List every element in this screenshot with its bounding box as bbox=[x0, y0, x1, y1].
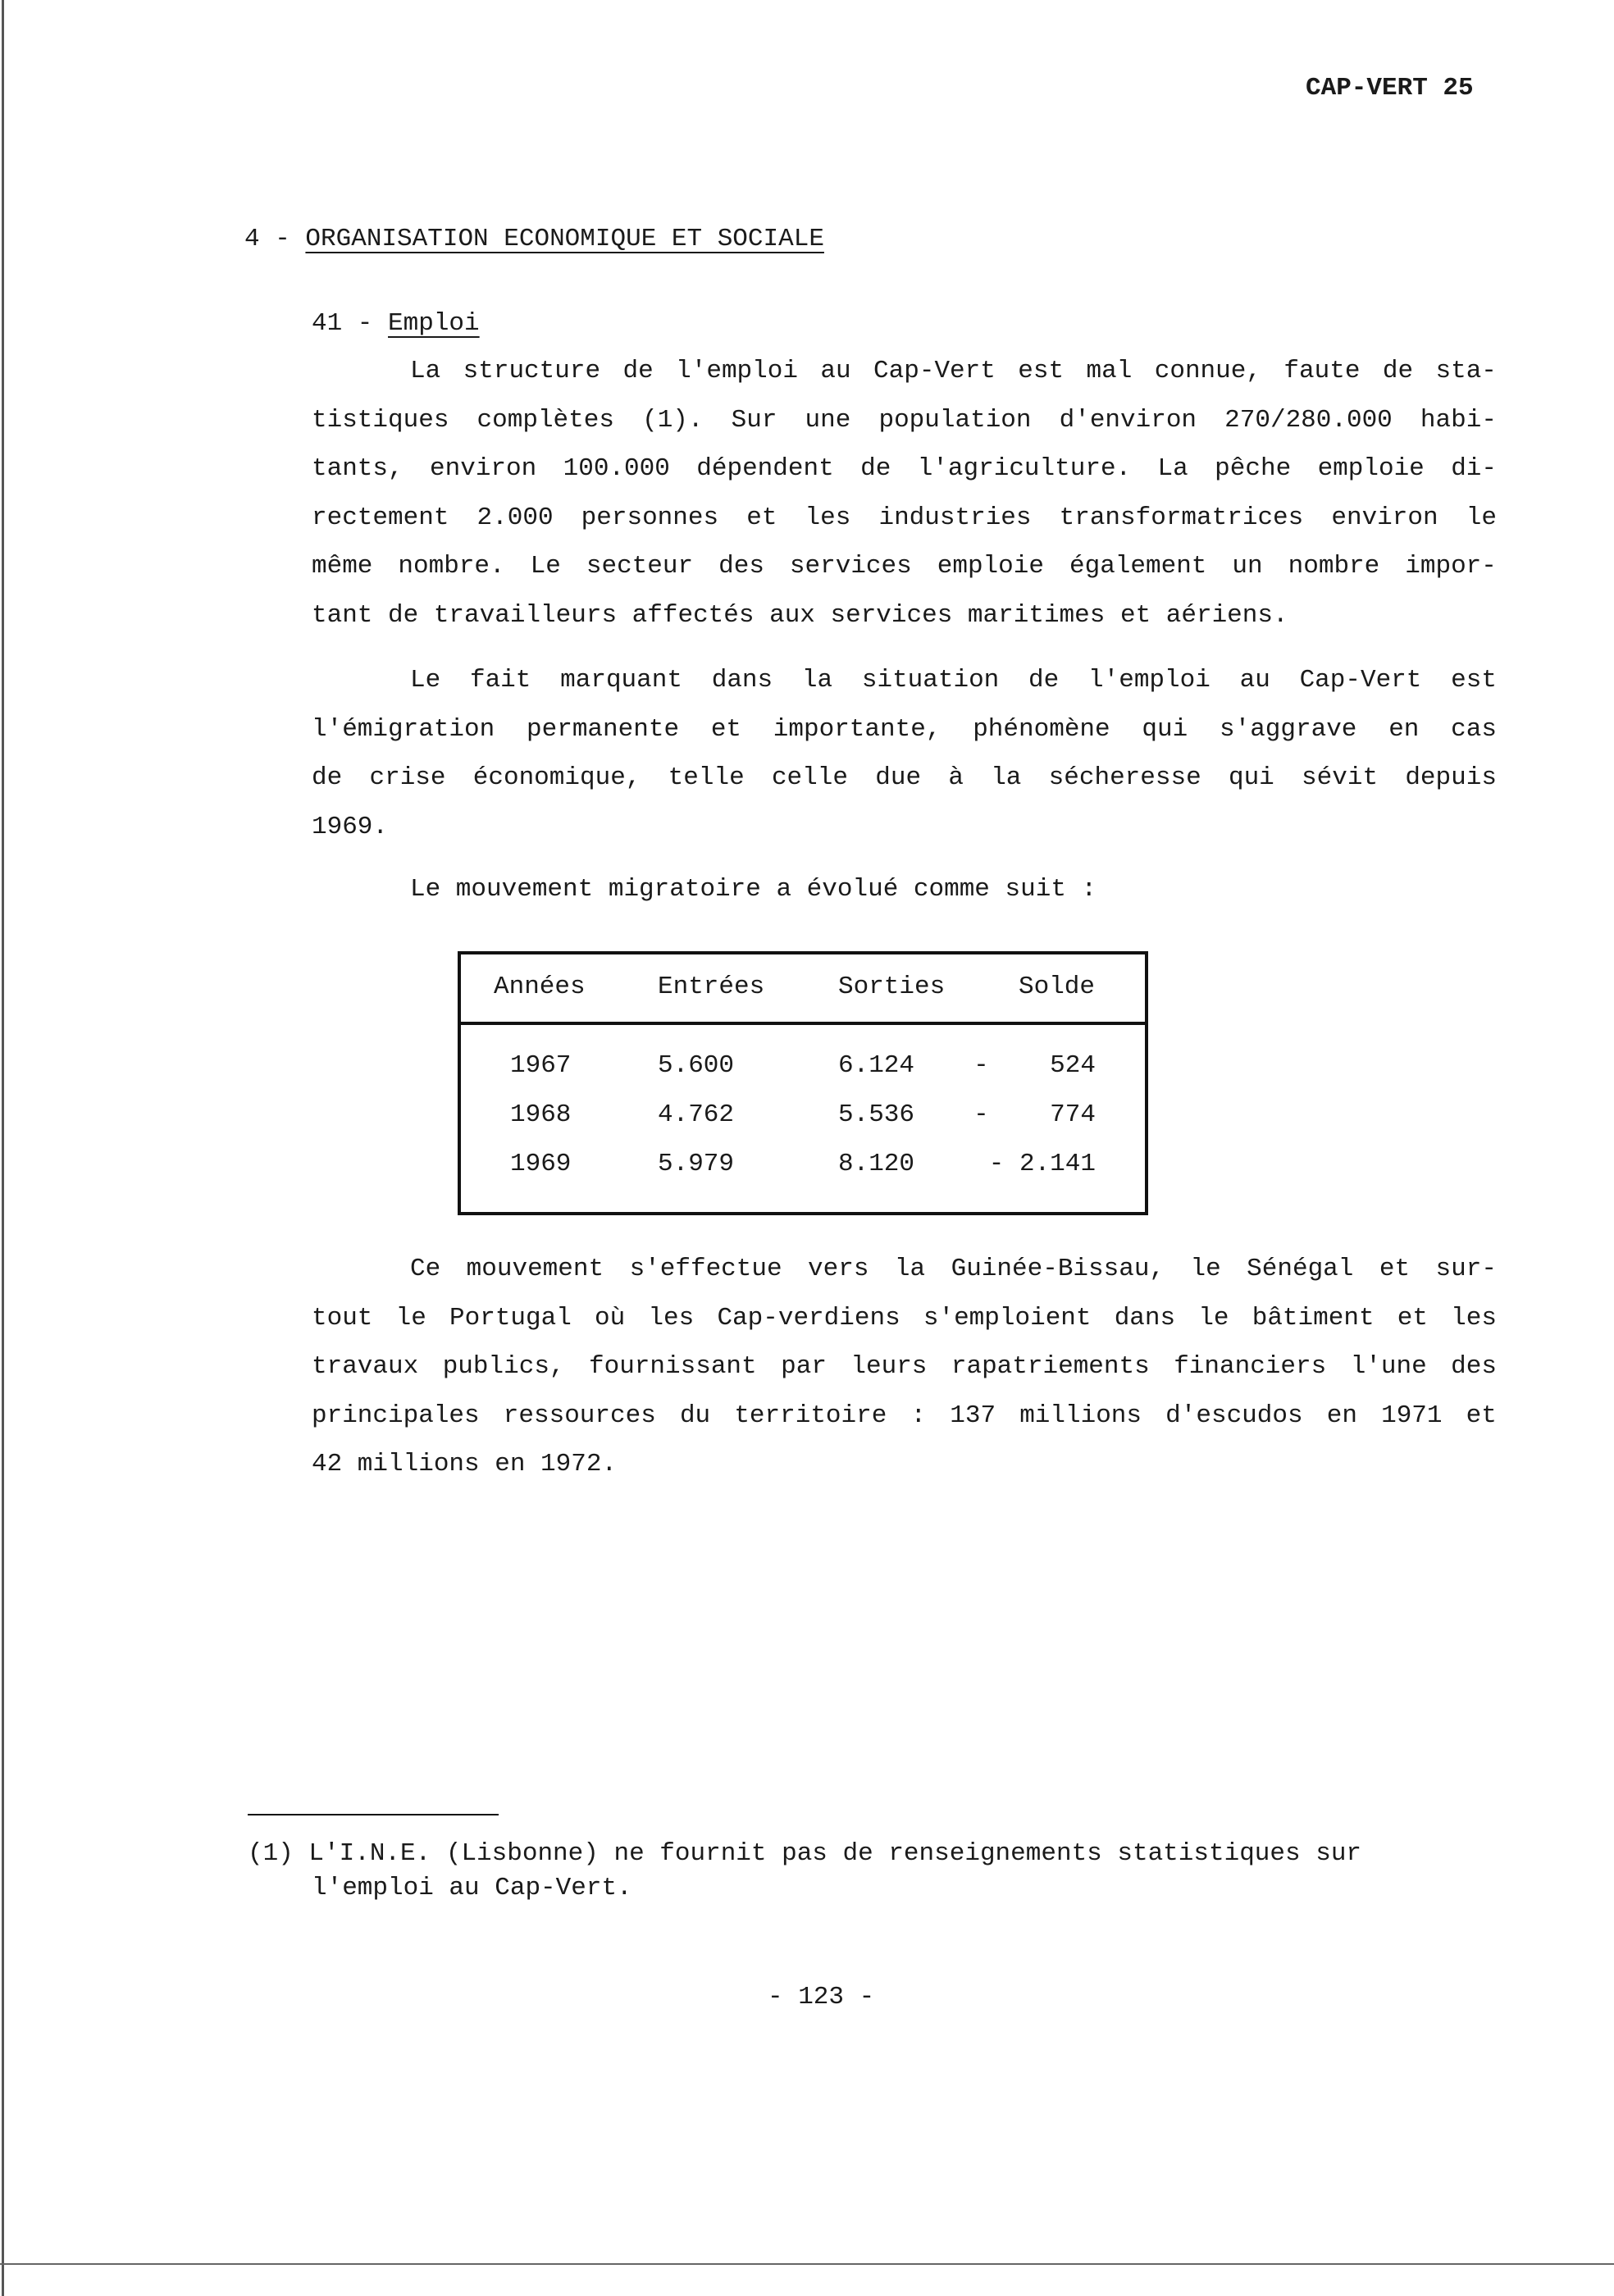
running-head: CAP-VERT 25 bbox=[1306, 74, 1474, 102]
word: et bbox=[1466, 1401, 1497, 1430]
word: Cap-Vert bbox=[1299, 666, 1422, 695]
word: tistiques bbox=[312, 405, 449, 435]
word: au bbox=[820, 357, 851, 385]
paragraph-line bbox=[312, 444, 1497, 494]
word: de bbox=[1382, 357, 1414, 385]
word: même bbox=[312, 552, 373, 581]
paragraph-line: 42 millions en 1972. bbox=[312, 1450, 618, 1478]
word: sta- bbox=[1435, 357, 1497, 385]
paragraph-line bbox=[312, 754, 1497, 803]
page-number: - 123 - bbox=[768, 1983, 875, 2011]
word: fait bbox=[469, 666, 531, 695]
paragraph-line bbox=[312, 1245, 1497, 1294]
word: Sur bbox=[731, 405, 777, 435]
word: nombre. bbox=[398, 552, 505, 581]
paragraph-emigration bbox=[312, 656, 1497, 851]
word: dépendent bbox=[696, 454, 834, 483]
word: économique, bbox=[472, 763, 641, 792]
word: Cap-verdiens bbox=[717, 1303, 900, 1332]
table-row bbox=[461, 1051, 1145, 1100]
page-scan-edge-bottom bbox=[0, 2263, 1614, 2265]
word: les bbox=[805, 503, 851, 532]
word: sévit bbox=[1302, 763, 1379, 792]
word: est bbox=[1451, 666, 1497, 695]
header-solde: Solde bbox=[1019, 973, 1096, 1001]
word: 100.000 bbox=[563, 454, 670, 483]
word: du bbox=[679, 1401, 711, 1430]
paragraph-line bbox=[312, 1342, 1497, 1392]
word: permanente bbox=[527, 714, 680, 744]
word: connue, bbox=[1154, 357, 1261, 385]
cell-sorties: 6.124 bbox=[838, 1051, 915, 1080]
word: leurs bbox=[850, 1352, 928, 1381]
word: de bbox=[860, 454, 891, 483]
word: et bbox=[1397, 1303, 1428, 1332]
header-entrees: Entrées bbox=[658, 973, 765, 1001]
word: vers bbox=[808, 1255, 869, 1283]
word: en bbox=[1388, 714, 1420, 744]
cell-year: 1968 bbox=[510, 1100, 572, 1129]
word: dans bbox=[711, 666, 773, 695]
cell-solde: - 524 bbox=[973, 1051, 1096, 1080]
word: travaux bbox=[312, 1352, 419, 1381]
paragraph-line bbox=[312, 1392, 1497, 1441]
table-row bbox=[461, 1150, 1145, 1199]
word: est bbox=[1018, 357, 1065, 385]
table-intro: Le mouvement migratoire a évolué comme suit : bbox=[410, 875, 1097, 904]
word: industries bbox=[878, 503, 1032, 532]
word: La bbox=[410, 357, 441, 385]
word: s'aggrave bbox=[1219, 714, 1357, 744]
word: une bbox=[805, 405, 851, 435]
word: des bbox=[1451, 1352, 1497, 1381]
word: impor- bbox=[1405, 552, 1497, 581]
word: crise bbox=[369, 763, 446, 792]
paragraph-line bbox=[312, 396, 1497, 445]
cell-solde: - 2.141 bbox=[988, 1150, 1096, 1178]
word: et bbox=[710, 714, 742, 744]
word: dans bbox=[1114, 1303, 1176, 1332]
word: publics, bbox=[442, 1352, 565, 1381]
word: emploie bbox=[1317, 454, 1425, 483]
paragraph-line bbox=[312, 542, 1497, 591]
word: s'effectue bbox=[629, 1255, 782, 1283]
word: la bbox=[894, 1255, 926, 1283]
word: transformatrices bbox=[1059, 503, 1304, 532]
word: et bbox=[746, 503, 777, 532]
word: 1971 bbox=[1381, 1401, 1443, 1430]
word: la bbox=[991, 763, 1022, 792]
word: population bbox=[878, 405, 1032, 435]
word: Sénégal bbox=[1247, 1255, 1354, 1283]
migration-table bbox=[458, 951, 1148, 1215]
word: services bbox=[789, 552, 912, 581]
word: (1). bbox=[642, 405, 704, 435]
word: Le bbox=[530, 552, 561, 581]
word: à bbox=[948, 763, 964, 792]
footnote-line: l'emploi au Cap-Vert. bbox=[312, 1874, 632, 1902]
word: complètes bbox=[476, 405, 614, 435]
word: Cap-Vert bbox=[873, 357, 996, 385]
word: mouvement bbox=[466, 1255, 604, 1283]
header-sorties: Sorties bbox=[838, 973, 946, 1001]
word: 2.000 bbox=[476, 503, 554, 532]
cell-sorties: 5.536 bbox=[838, 1100, 915, 1129]
word: ressources bbox=[503, 1401, 656, 1430]
word: le bbox=[1466, 503, 1497, 532]
word: tants, bbox=[312, 454, 404, 483]
cell-entrees: 5.979 bbox=[658, 1150, 735, 1178]
word: s'emploient bbox=[923, 1303, 1092, 1332]
word: personnes bbox=[581, 503, 719, 532]
word: de bbox=[622, 357, 654, 385]
paragraph-line bbox=[312, 656, 1497, 705]
word: Portugal bbox=[449, 1303, 572, 1332]
word: et bbox=[1379, 1255, 1411, 1283]
word: : bbox=[910, 1401, 927, 1430]
word: millions bbox=[1019, 1401, 1142, 1430]
word: La bbox=[1157, 454, 1188, 483]
word: 270/280.000 bbox=[1224, 405, 1393, 435]
subsection-title: Emploi bbox=[388, 309, 480, 338]
word: les bbox=[1451, 1303, 1497, 1332]
word: la bbox=[801, 666, 833, 695]
section-heading bbox=[244, 225, 824, 253]
word: un bbox=[1232, 552, 1263, 581]
word: phénomène bbox=[973, 714, 1110, 744]
subsection-heading bbox=[312, 309, 480, 338]
word: habi- bbox=[1420, 405, 1497, 435]
word: bâtiment bbox=[1252, 1303, 1375, 1332]
word: l'emploi bbox=[676, 357, 798, 385]
word: sécheresse bbox=[1048, 763, 1201, 792]
word: tout bbox=[312, 1303, 373, 1332]
word: rectement bbox=[312, 503, 449, 532]
footnote bbox=[248, 1837, 1511, 1906]
word: situation bbox=[861, 666, 1000, 695]
section-title: ORGANISATION ECONOMIQUE ET SOCIALE bbox=[305, 225, 824, 253]
header-annees: Années bbox=[494, 973, 586, 1001]
table-header-row bbox=[461, 954, 1145, 1025]
word: fournissant bbox=[589, 1352, 757, 1381]
word: le bbox=[395, 1303, 426, 1332]
word: en bbox=[1326, 1401, 1357, 1430]
word: pêche bbox=[1215, 454, 1292, 483]
word: environ bbox=[1331, 503, 1438, 532]
word: par bbox=[781, 1352, 827, 1381]
word: des bbox=[718, 552, 764, 581]
footnote-line: (1) L'I.N.E. (Lisbonne) ne fournit pas de renseignements statistiques sur bbox=[248, 1839, 1362, 1868]
word: l'emploi bbox=[1088, 666, 1210, 695]
cell-sorties: 8.120 bbox=[838, 1150, 915, 1178]
word: le bbox=[1190, 1255, 1221, 1283]
word: di- bbox=[1451, 454, 1497, 483]
table-row bbox=[461, 1100, 1145, 1150]
subsection-number: 41 - bbox=[312, 309, 389, 338]
word: qui bbox=[1228, 763, 1274, 792]
paragraph-line bbox=[312, 347, 1497, 396]
word: au bbox=[1239, 666, 1270, 695]
paragraph-line: tant de travailleurs affectés aux services maritimes et aériens. bbox=[312, 600, 1288, 630]
word: due bbox=[875, 763, 922, 792]
word: sur- bbox=[1435, 1255, 1497, 1283]
paragraph-employment-structure bbox=[312, 347, 1497, 640]
word: d'escudos bbox=[1165, 1401, 1303, 1430]
word: telle bbox=[668, 763, 745, 792]
word: l'émigration bbox=[312, 714, 495, 744]
word: Le bbox=[410, 666, 441, 695]
word: cas bbox=[1451, 714, 1497, 744]
word: environ bbox=[430, 454, 537, 483]
word: nombre bbox=[1288, 552, 1380, 581]
word: 137 bbox=[950, 1401, 996, 1430]
word: faute bbox=[1283, 357, 1361, 385]
paragraph-line bbox=[312, 1294, 1497, 1343]
word: secteur bbox=[586, 552, 694, 581]
word: importante, bbox=[773, 714, 942, 744]
word: depuis bbox=[1405, 763, 1497, 792]
cell-year: 1969 bbox=[510, 1150, 572, 1178]
word: structure bbox=[463, 357, 601, 385]
footnote-rule bbox=[248, 1814, 499, 1815]
word: Ce bbox=[410, 1255, 441, 1283]
word: d'environ bbox=[1059, 405, 1197, 435]
word: également bbox=[1069, 552, 1207, 581]
cell-year: 1967 bbox=[510, 1051, 572, 1080]
word: l'agriculture. bbox=[917, 454, 1132, 483]
cell-entrees: 5.600 bbox=[658, 1051, 735, 1080]
word: de bbox=[1028, 666, 1060, 695]
paragraph-destinations bbox=[312, 1245, 1497, 1489]
word: Guinée-Bissau, bbox=[951, 1255, 1165, 1283]
word: rapatriements bbox=[951, 1352, 1150, 1381]
page-scan-edge-left bbox=[2, 0, 4, 2296]
paragraph-line: 1969. bbox=[312, 812, 389, 841]
section-number: 4 - bbox=[244, 225, 306, 253]
word: de bbox=[312, 763, 343, 792]
word: qui bbox=[1142, 714, 1188, 744]
cell-entrees: 4.762 bbox=[658, 1100, 735, 1129]
cell-solde: - 774 bbox=[973, 1100, 1096, 1129]
word: mal bbox=[1086, 357, 1133, 385]
word: territoire bbox=[734, 1401, 887, 1430]
paragraph-line bbox=[312, 494, 1497, 543]
word: où bbox=[595, 1303, 626, 1332]
word: l'une bbox=[1350, 1352, 1427, 1381]
word: principales bbox=[312, 1401, 480, 1430]
word: celle bbox=[771, 763, 848, 792]
word: les bbox=[648, 1303, 695, 1332]
word: financiers bbox=[1174, 1352, 1327, 1381]
paragraph-line bbox=[312, 705, 1497, 754]
word: emploie bbox=[937, 552, 1044, 581]
word: le bbox=[1198, 1303, 1229, 1332]
word: marquant bbox=[560, 666, 682, 695]
